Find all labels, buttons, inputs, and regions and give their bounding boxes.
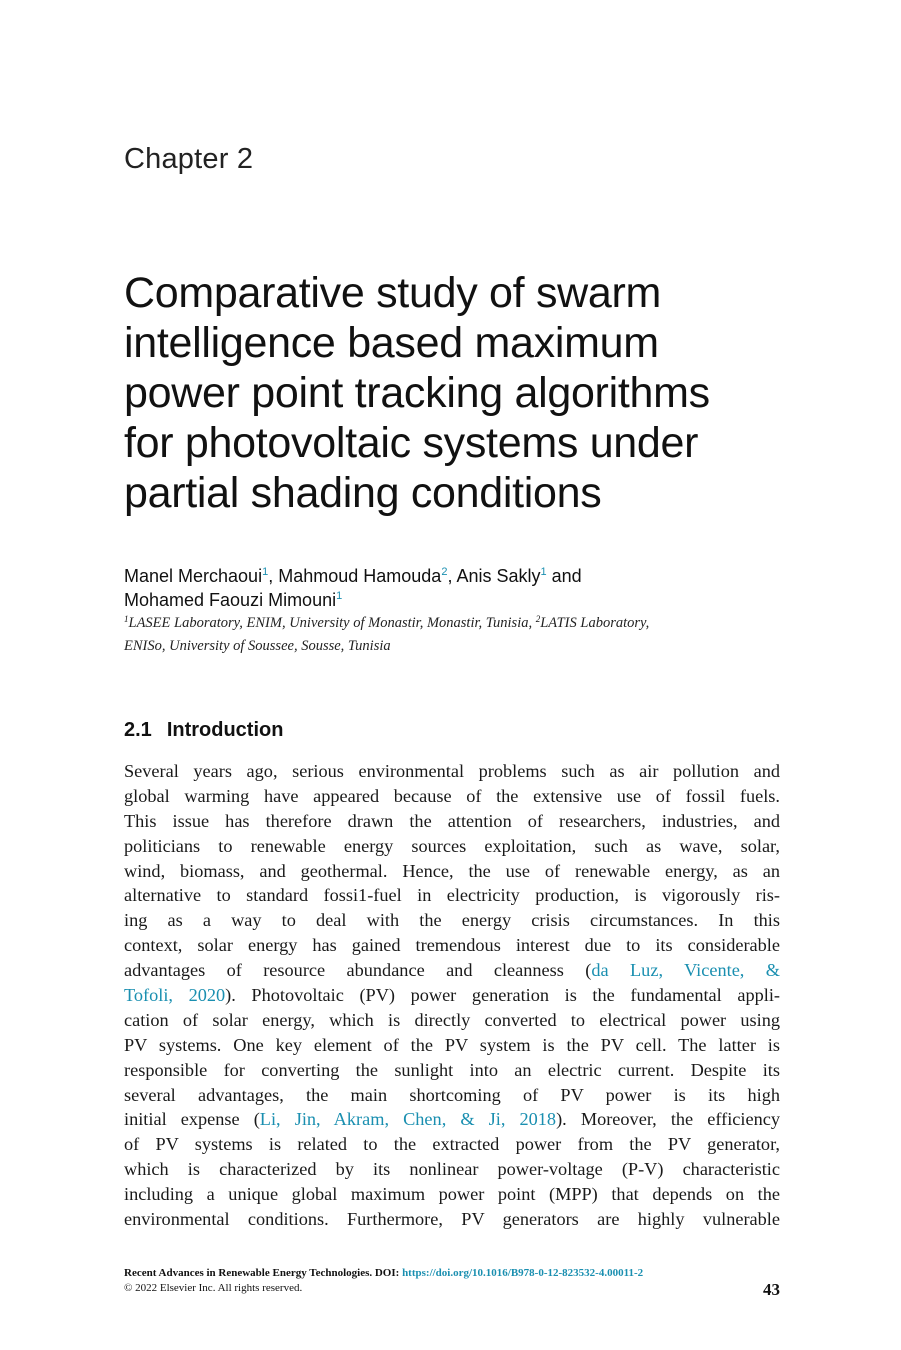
affiliation-line bbox=[124, 612, 784, 635]
body-paragraph bbox=[124, 759, 780, 1232]
affiliation-marker[interactable]: 1 bbox=[336, 590, 343, 602]
title-line: Comparative study of swarm bbox=[124, 269, 662, 317]
affiliation-sup: 2 bbox=[535, 614, 541, 624]
author-name: Mohamed Faouzi Mimouni bbox=[124, 590, 337, 610]
citation-link[interactable]: Tofoli, 2020 bbox=[124, 985, 226, 1006]
text-line: global warming have appeared because of the extensive use of fossil fuels. bbox=[124, 785, 780, 806]
author-name: Mahmoud Hamouda bbox=[278, 566, 442, 586]
affiliation-marker[interactable]: 1 bbox=[540, 566, 547, 578]
text-line: of PV systems is related to the extracted power from the PV generator, bbox=[124, 1134, 780, 1155]
text-line: This issue has therefore drawn the attention of researchers, industries, and bbox=[124, 810, 780, 831]
text-segment: ). Photovoltaic (PV) power generation is the fundamental appli- bbox=[225, 985, 780, 1006]
author-conjunction: and bbox=[551, 566, 582, 586]
citation-link[interactable]: da Luz, Vicente, & bbox=[591, 960, 780, 981]
text-line: context, solar energy has gained tremendous interest due to its considerable bbox=[124, 935, 780, 956]
affiliations bbox=[124, 612, 784, 658]
author-list bbox=[124, 564, 764, 612]
text-line: politicians to renewable energy sources exploitation, such as wave, solar, bbox=[124, 835, 780, 856]
book-info bbox=[124, 1267, 780, 1279]
page-number: 43 bbox=[763, 1280, 780, 1299]
copyright: © 2022 Elsevier Inc. All rights reserved. bbox=[124, 1282, 303, 1294]
text-segment: ). Moreover, the efficiency bbox=[556, 1109, 780, 1130]
text-line bbox=[124, 1107, 780, 1132]
chapter-label: Chapter 2 bbox=[124, 143, 254, 175]
text-segment: advantages of resource abundance and cleanness ( bbox=[124, 960, 592, 981]
author-line bbox=[124, 588, 764, 612]
text-line bbox=[124, 958, 780, 983]
affiliation-marker[interactable]: 2 bbox=[441, 566, 448, 578]
text-line: Several years ago, serious environmental problems such as air pollution and bbox=[124, 761, 780, 781]
title-line: intelligence based maximum bbox=[124, 319, 659, 367]
doi-link[interactable]: https://doi.org/10.1016/B978-0-12-823532-4.00011-2 bbox=[402, 1267, 644, 1279]
section-heading bbox=[124, 719, 283, 742]
affiliation-text: LASEE Laboratory, ENIM, University of Monastir, Monastir, Tunisia, bbox=[128, 615, 533, 631]
author-name: Manel Merchaoui bbox=[124, 566, 263, 586]
text-segment: initial expense ( bbox=[124, 1109, 260, 1130]
text-line: alternative to standard fossi1-fuel in electricity production, is vigorously ris- bbox=[124, 885, 780, 906]
affiliation-text: LATIS Laboratory, bbox=[540, 615, 650, 631]
citation-link[interactable]: Li, Jin, Akram, Chen, & Ji, 2018 bbox=[259, 1109, 557, 1130]
text-line: ing as a way to deal with the energy crisis circumstances. In this bbox=[124, 910, 780, 931]
text-line: responsible for converting the sunlight into an electric current. Despite its bbox=[124, 1059, 780, 1080]
author-line: Manel Merchaoui$^1$, Mahmoud Hamouda$^2$, Anis Sakly$^1$ and bbox=[124, 566, 582, 586]
title-line: for photovoltaic systems under bbox=[124, 419, 699, 467]
text-line: several advantages, the main shortcoming of PV power is its high bbox=[124, 1084, 780, 1105]
text-line: which is characterized by its nonlinear power-voltage (P-V) characteristic bbox=[124, 1159, 780, 1180]
author-name: Anis Sakly bbox=[456, 566, 541, 586]
page-footer bbox=[124, 1267, 780, 1299]
chapter-title bbox=[124, 268, 824, 518]
title-line: partial shading conditions bbox=[124, 469, 602, 517]
text-line: environmental conditions. Furthermore, PV generators are highly vulnerable bbox=[124, 1209, 780, 1230]
affiliation-sup: 1 bbox=[124, 614, 129, 624]
title-line: power point tracking algorithms bbox=[124, 369, 710, 417]
affiliation-line: ENISo, University of Soussee, Sousse, Tunisia bbox=[124, 638, 391, 654]
text-line: cation of solar energy, which is directly converted to electrical power using bbox=[124, 1009, 780, 1030]
text-line: wind, biomass, and geothermal. Hence, the use of renewable energy, as an bbox=[124, 860, 780, 881]
text-line bbox=[124, 983, 780, 1008]
affiliation-marker[interactable]: 1 bbox=[262, 566, 269, 578]
section-title: Introduction bbox=[166, 719, 284, 741]
book-title: Recent Advances in Renewable Energy Technologies. DOI: bbox=[124, 1267, 400, 1279]
text-line: including a unique global maximum power point (MPP) that depends on the bbox=[124, 1184, 780, 1205]
section-number: 2.1 bbox=[124, 719, 152, 741]
text-line: PV systems. One key element of the PV system is the PV cell. The latter is bbox=[124, 1034, 780, 1055]
